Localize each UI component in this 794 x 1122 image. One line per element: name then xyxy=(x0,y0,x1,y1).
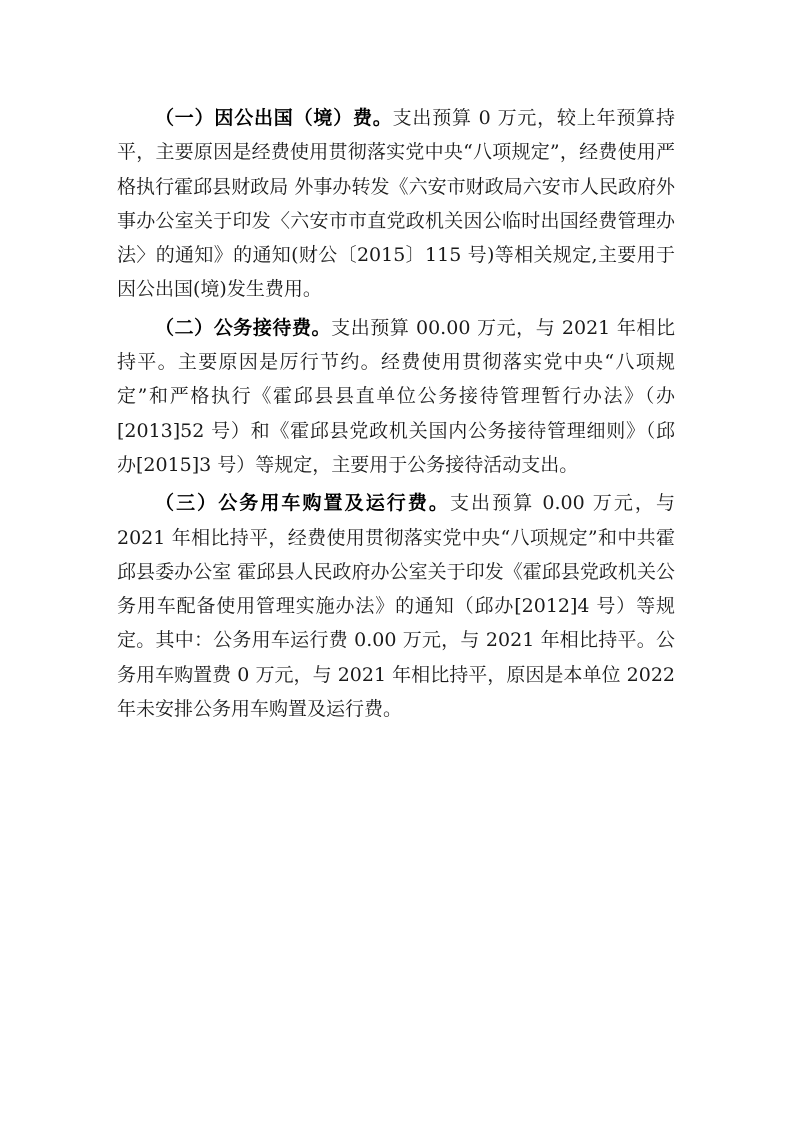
section-title: （二）公务接待费。 xyxy=(155,316,332,339)
section-official-reception xyxy=(117,311,675,482)
section-body: 支出预算 00.00 万元，与 2021 年相比持平。主要原因是厉行节约。经费使用贯彻落实党中央“八项规定”和严格执行《霍邱县县直单位公务接待管理暂行办法》（办[2013]52 号）和《霍邱县党政机关国内公务接待管理细则》（邱办[2015]3 号）等规定，主要用于公务接待活动支出。 xyxy=(117,316,675,476)
document-page xyxy=(117,101,675,730)
section-title: （三）公务用车购置及运行费。 xyxy=(155,492,450,515)
section-official-vehicles xyxy=(117,486,675,726)
section-title: （一）因公出国（境）费。 xyxy=(155,107,393,129)
section-travel-abroad xyxy=(117,101,675,307)
section-body: 支出预算 0.00 万元，与 2021 年相比持平，经费使用贯彻落实党中央“八项规定”和中共霍邱县委办公室 霍邱县人民政府办公室关于印发《霍邱县党政机关公务用车配备使用管理实施办法》的通知（邱办[2012]4 号）等规定。其中：公务用车运行费 0.00 万元，与 2021 年相比持平。公务用车购置费 0 万元，与 2021 年相比持平，原因是本单位 2022 年未安排公务用车购置及运行费。 xyxy=(117,492,675,721)
section-body: 支出预算 0 万元，较上年预算持平，主要原因是经费使用贯彻落实党中央“八项规定”，经费使用严格执行霍邱县财政局 外事办转发《六安市财政局六安市人民政府外事办公室关于印发〈六安市市直党政机关因公临时出国经费管理办法〉的通知》的通知(财公〔2015〕115 号)等相关规定,主要用于因公出国(境)发生费用。 xyxy=(117,107,675,301)
